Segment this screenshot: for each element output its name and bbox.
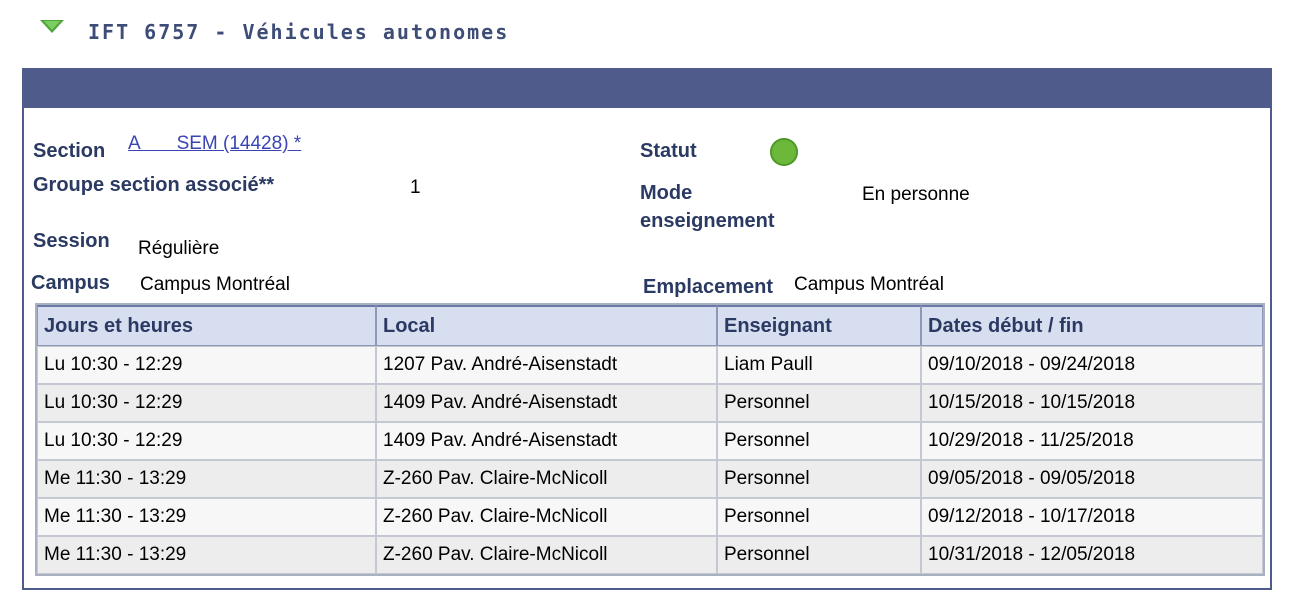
- cell-local: Z-260 Pav. Claire-McNicoll: [376, 536, 717, 574]
- cell-local: 1207 Pav. André-Aisenstadt: [376, 346, 717, 384]
- emplacement-value: Campus Montréal: [794, 274, 944, 295]
- cell-dates: 10/15/2018 - 10/15/2018: [921, 384, 1263, 422]
- cell-jours: Lu 10:30 - 12:29: [37, 422, 376, 460]
- table-row: [37, 384, 1263, 422]
- table-row: [37, 498, 1263, 536]
- cell-enseignant: Personnel: [717, 422, 921, 460]
- collapse-triangle-icon[interactable]: [40, 20, 64, 33]
- cell-jours: Me 11:30 - 13:29: [37, 498, 376, 536]
- table-row: [37, 346, 1263, 384]
- status-ok-icon: [770, 138, 798, 166]
- cell-dates: 09/12/2018 - 10/17/2018: [921, 498, 1263, 536]
- cell-jours: Lu 10:30 - 12:29: [37, 384, 376, 422]
- course-title: IFT 6757 - Véhicules autonomes: [88, 20, 510, 44]
- table-header-row: [37, 305, 1263, 346]
- col-enseignant: Enseignant: [717, 305, 921, 346]
- campus-label: Campus: [31, 272, 110, 294]
- section-label: Section: [33, 140, 106, 162]
- cell-local: Z-260 Pav. Claire-McNicoll: [376, 498, 717, 536]
- mode-value: En personne: [862, 184, 970, 205]
- cell-dates: 10/29/2018 - 11/25/2018: [921, 422, 1263, 460]
- cell-dates: 10/31/2018 - 12/05/2018: [921, 536, 1263, 574]
- table-row: [37, 422, 1263, 460]
- col-local: Local: [376, 305, 717, 346]
- section-link[interactable]: A SEM (14428) *: [128, 133, 302, 154]
- emplacement-label: Emplacement: [643, 276, 774, 298]
- session-label: Session: [33, 230, 110, 252]
- table-row: [37, 536, 1263, 574]
- cell-enseignant: Personnel: [717, 536, 921, 574]
- groupe-value: 1: [410, 177, 421, 198]
- cell-jours: Me 11:30 - 13:29: [37, 460, 376, 498]
- session-value: Régulière: [138, 238, 220, 259]
- cell-jours: Me 11:30 - 13:29: [37, 536, 376, 574]
- schedule-table: [35, 303, 1265, 576]
- course-header: [40, 14, 509, 50]
- table-row: [37, 460, 1263, 498]
- cell-enseignant: Personnel: [717, 460, 921, 498]
- cell-dates: 09/10/2018 - 09/24/2018: [921, 346, 1263, 384]
- mode-label-line1: Mode: [640, 182, 693, 204]
- groupe-label: Groupe section associé**: [33, 174, 275, 196]
- campus-value: Campus Montréal: [140, 274, 290, 295]
- cell-enseignant: Liam Paull: [717, 346, 921, 384]
- cell-local: 1409 Pav. André-Aisenstadt: [376, 422, 717, 460]
- panel-header-bar: [24, 70, 1270, 108]
- cell-jours: Lu 10:30 - 12:29: [37, 346, 376, 384]
- col-dates: Dates début / fin: [921, 305, 1263, 346]
- cell-enseignant: Personnel: [717, 498, 921, 536]
- mode-label-line2: enseignement: [640, 210, 775, 232]
- cell-local: 1409 Pav. André-Aisenstadt: [376, 384, 717, 422]
- statut-label: Statut: [640, 140, 697, 162]
- cell-local: Z-260 Pav. Claire-McNicoll: [376, 460, 717, 498]
- col-jours-heures: Jours et heures: [37, 305, 376, 346]
- cell-dates: 09/05/2018 - 09/05/2018: [921, 460, 1263, 498]
- cell-enseignant: Personnel: [717, 384, 921, 422]
